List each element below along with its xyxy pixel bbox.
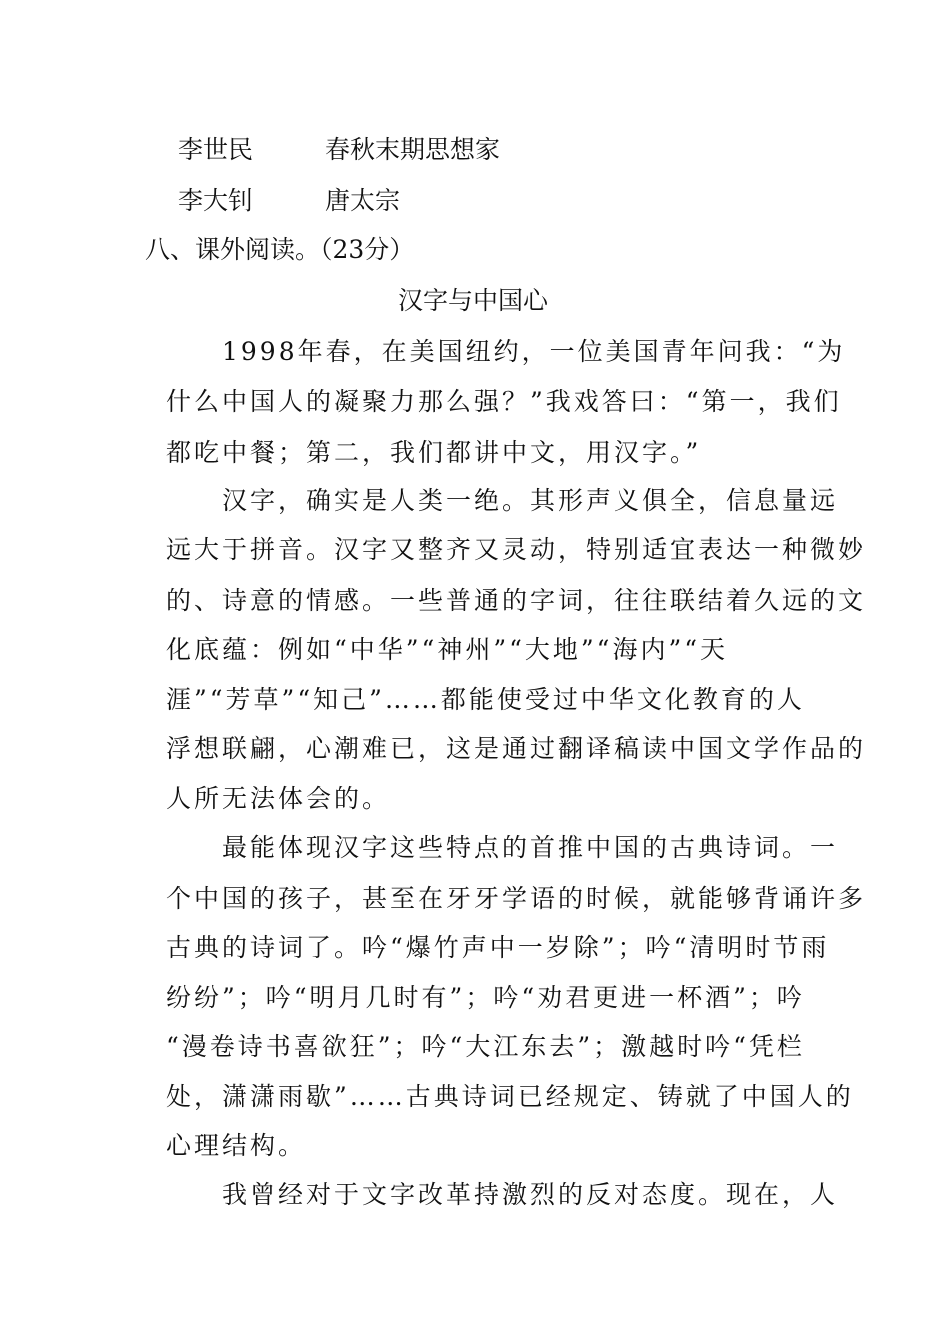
paragraph-line: 1998年春，在美国纽约，一位美国青年问我：“为 <box>222 337 846 366</box>
section-heading: 八、课外阅读。（23分） <box>145 235 415 264</box>
paragraph-line: 的、诗意的情感。一些普通的字词，往往联结着久远的文 <box>166 586 867 615</box>
paragraph-line: 处，潇潇雨歇”……古典诗词已经规定、铸就了中国人的 <box>166 1082 854 1111</box>
paragraph-line: 都吃中餐；第二，我们都讲中文，用汉字。” <box>166 438 702 467</box>
match-right-item: 唐太宗 <box>325 186 401 215</box>
match-right-item: 春秋末期思想家 <box>325 135 501 164</box>
paragraph-line: 浮想联翩，心潮难已，这是通过翻译稿读中国文学作品的 <box>166 734 867 763</box>
paragraph-line: 汉字，确实是人类一绝。其形声义俱全，信息量远 <box>222 486 839 515</box>
paragraph-line: 我曾经对于文字改革持激烈的反对态度。现在，人 <box>222 1180 839 1209</box>
paragraph-line: 最能体现汉字这些特点的首推中国的古典诗词。一 <box>222 833 839 862</box>
paragraph-line: 纷纷”；吟“明月几时有”；吟“劝君更进一杯酒”；吟 <box>166 983 805 1012</box>
paragraph-line: 个中国的孩子，甚至在牙牙学语的时候，就能够背诵许多 <box>166 884 867 913</box>
paragraph-line: 人所无法体会的。 <box>166 784 391 813</box>
article-title: 汉字与中国心 <box>398 286 549 315</box>
paragraph-line: 涯”“芳草”“知己”……都能使受过中华文化教育的人 <box>166 685 805 714</box>
paragraph-line: 化底蕴：例如“中华”“神州”“大地”“海内”“天 <box>166 635 729 664</box>
paragraph-line: 古典的诗词了。吟“爆竹声中一岁除”；吟“清明时节雨 <box>166 933 830 962</box>
paragraph-line: 远大于拼音。汉字又整齐又灵动，特别适宜表达一种微妙 <box>166 535 867 564</box>
paragraph-line: 什么中国人的凝聚力那么强？”我戏答曰：“第一，我们 <box>166 387 842 416</box>
paragraph-line: “漫卷诗书喜欲狂”；吟“大江东去”；激越时吟“凭栏 <box>166 1032 805 1061</box>
match-left-item: 李大钊 <box>178 186 254 215</box>
match-left-item: 李世民 <box>178 135 254 164</box>
paragraph-line: 心理结构。 <box>166 1131 307 1160</box>
